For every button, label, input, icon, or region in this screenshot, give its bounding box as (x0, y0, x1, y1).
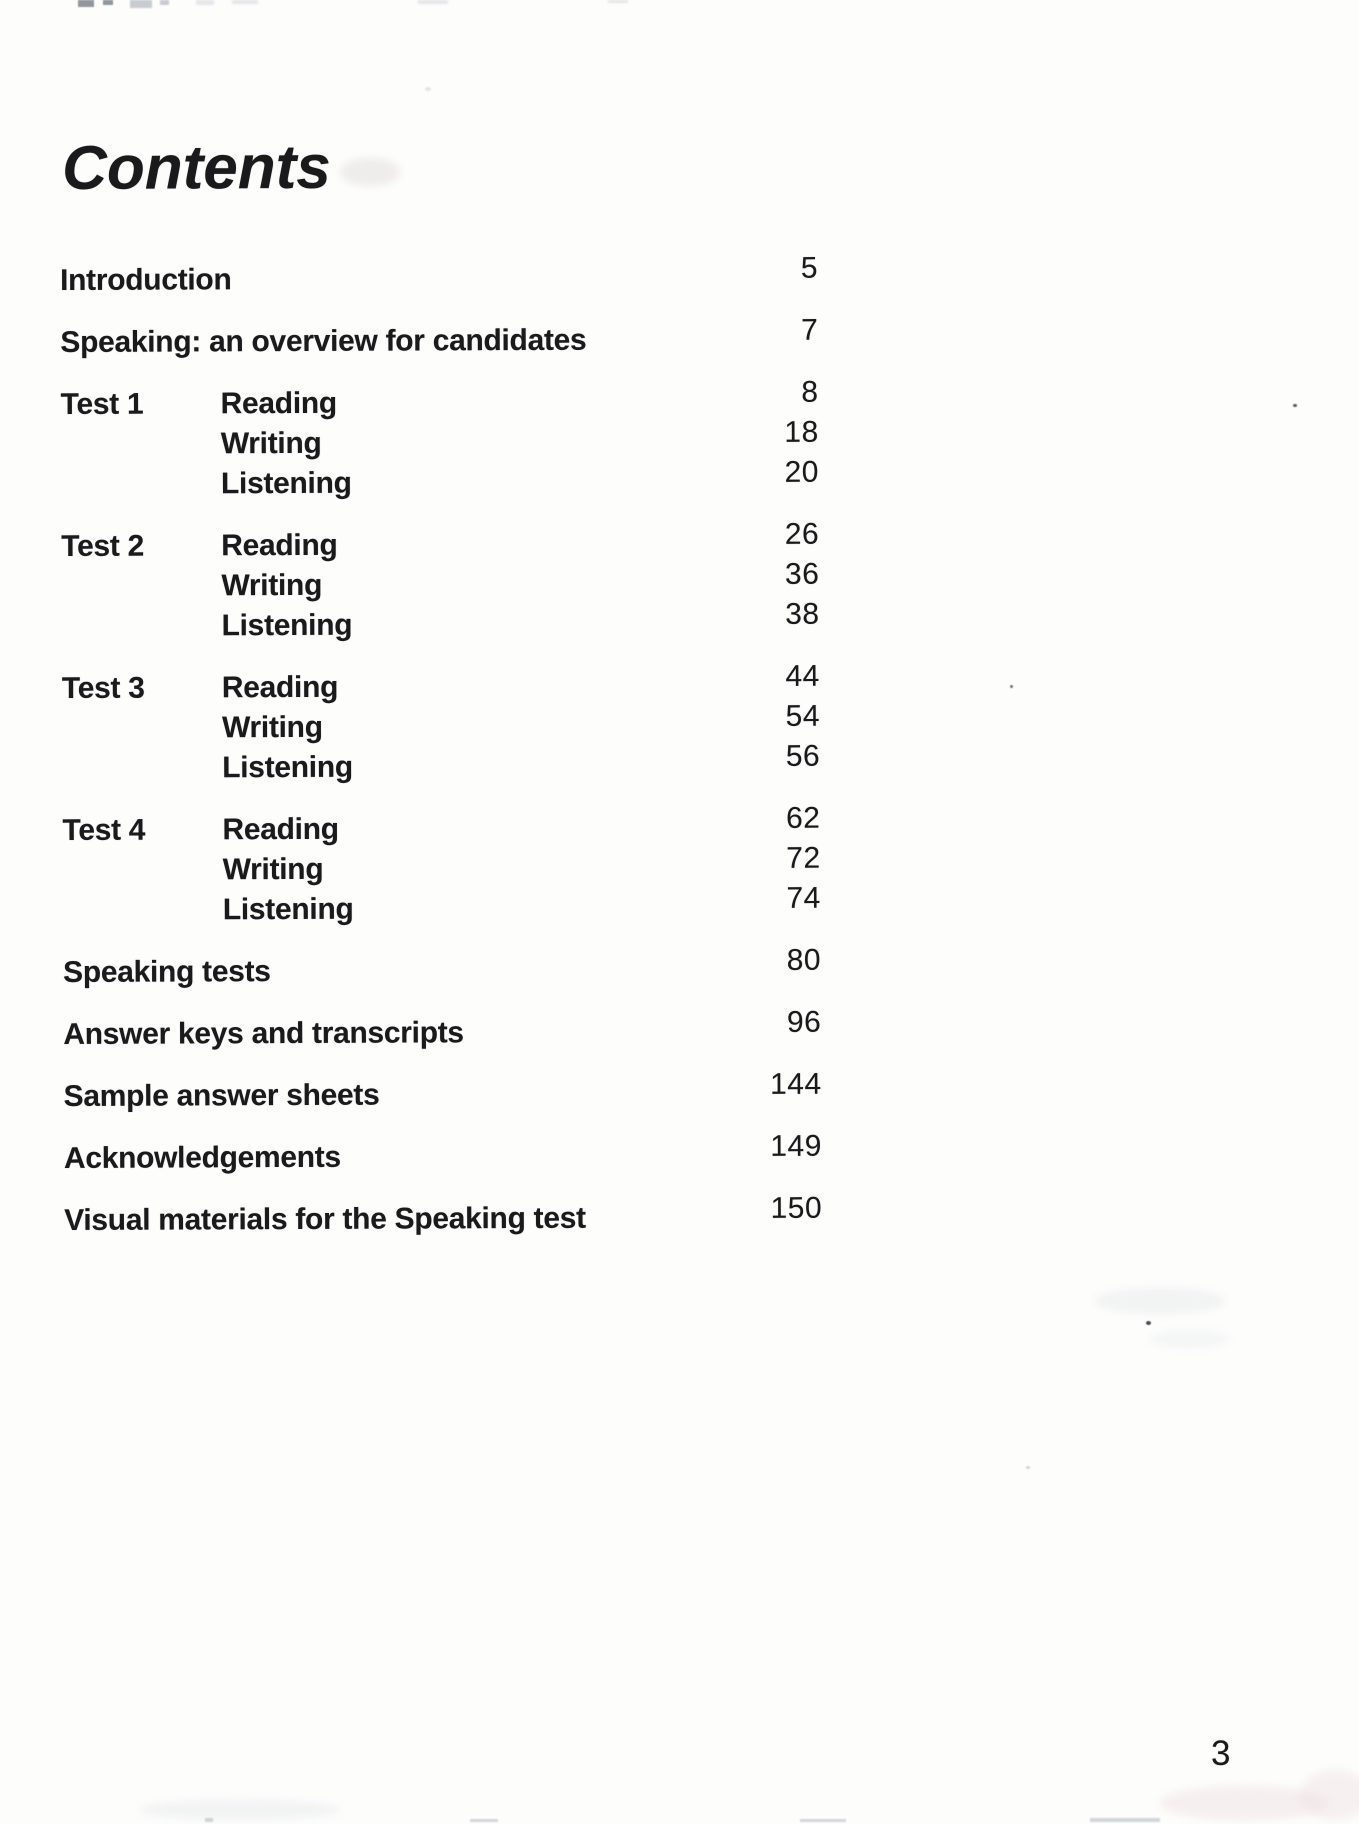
scan-artifact-top-edge (232, 0, 258, 4)
toc-row (60, 251, 819, 299)
scan-speck (1293, 404, 1297, 407)
scan-smudge (1150, 1330, 1230, 1348)
toc-row (62, 699, 821, 747)
toc-entry-page-number: 56 (785, 739, 821, 773)
scan-speck (205, 1818, 213, 1822)
toc-entry-page-number: 144 (769, 1067, 822, 1101)
toc-entry-page-number: 20 (784, 455, 819, 489)
scan-speck (1026, 1466, 1030, 1469)
toc-entry-sublabel: Writing (221, 710, 323, 745)
toc-entry-page-number: 26 (784, 517, 820, 551)
scan-speck (425, 87, 431, 91)
toc-row (63, 881, 821, 929)
scan-smudge (340, 158, 400, 186)
scan-artifact-top-edge (160, 0, 169, 5)
scan-artifact-top-edge (418, 0, 448, 4)
toc-entry-label: Test 4 (62, 813, 146, 847)
toc-entry-page-number: 5 (800, 251, 819, 285)
toc-entry-sublabel: Writing (221, 568, 323, 603)
toc-row (61, 557, 820, 605)
scan-speck (800, 1819, 846, 1822)
scan-artifact-top-edge (196, 0, 214, 5)
toc-row (61, 517, 820, 565)
toc-row (62, 801, 821, 849)
toc-entry-page-number: 36 (784, 557, 820, 591)
toc-row (60, 313, 819, 361)
toc-row (63, 1067, 822, 1115)
toc-entry-sublabel: Reading (222, 812, 339, 847)
table-of-contents (60, 251, 823, 1239)
scan-speck (1146, 1321, 1151, 1325)
toc-entry-page-number: 149 (770, 1129, 822, 1163)
toc-entry-sublabel: Writing (220, 426, 322, 461)
toc-entry-label: Speaking: an overview for candidates (60, 323, 587, 359)
toc-entry-sublabel: Listening (220, 466, 352, 501)
toc-entry-sublabel: Listening (222, 892, 354, 927)
scan-smudge (1095, 1288, 1225, 1314)
toc-row (61, 659, 820, 707)
toc-entry-label: Answer keys and transcripts (63, 1016, 464, 1051)
scan-speck (1010, 685, 1013, 688)
scan-smudge (1300, 1770, 1359, 1820)
toc-entry-page-number: 7 (801, 313, 819, 347)
toc-entry-label: Speaking tests (63, 955, 271, 989)
toc-row (63, 1005, 822, 1053)
toc-row (63, 1129, 822, 1177)
page-title: Contents (61, 132, 331, 203)
scan-smudge (1160, 1786, 1330, 1820)
toc-entry-sublabel: Reading (221, 670, 339, 705)
toc-entry-sublabel: Listening (222, 750, 353, 785)
toc-row (62, 739, 821, 787)
toc-entry-page-number: 80 (786, 943, 822, 977)
toc-entry-sublabel: Reading (220, 386, 337, 421)
toc-entry-sublabel: Listening (221, 608, 353, 643)
scan-artifact-top-edge (130, 0, 152, 8)
footer-page-number: 3 (1211, 1734, 1231, 1773)
toc-row (61, 415, 819, 463)
scan-smudge (140, 1800, 340, 1820)
toc-entry-page-number: 18 (784, 415, 819, 449)
toc-entry-label: Acknowledgements (63, 1140, 341, 1175)
toc-entry-page-number: 44 (785, 659, 820, 693)
toc-entry-label: Visual materials for the Speaking test (64, 1201, 586, 1237)
toc-entry-page-number: 72 (786, 841, 821, 875)
toc-row (62, 597, 820, 645)
scan-artifact-top-edge (608, 0, 628, 3)
toc-entry-sublabel: Writing (222, 852, 324, 887)
toc-entry-page-number: 38 (785, 597, 820, 631)
scan-speck (1090, 1818, 1160, 1822)
toc-row (63, 943, 822, 991)
toc-entry-page-number: 62 (785, 801, 821, 835)
toc-entry-page-number: 8 (801, 375, 819, 409)
scan-artifact-top-edge (103, 0, 113, 5)
toc-entry-label: Sample answer sheets (63, 1078, 380, 1113)
toc-entry-label: Test 3 (61, 671, 145, 705)
toc-row (60, 375, 819, 423)
toc-entry-label: Test 2 (61, 529, 144, 563)
toc-row (61, 455, 819, 503)
toc-entry-page-number: 96 (786, 1005, 822, 1039)
toc-entry-sublabel: Reading (221, 528, 338, 563)
scan-speck (470, 1819, 498, 1822)
toc-row (63, 841, 821, 889)
toc-entry-page-number: 74 (786, 881, 821, 915)
toc-entry-page-number: 54 (785, 699, 821, 733)
scan-artifact-top-edge (78, 0, 94, 7)
toc-entry-label: Test 1 (60, 387, 144, 421)
toc-entry-page-number: 150 (770, 1191, 823, 1225)
toc-row (64, 1191, 823, 1239)
toc-entry-label: Introduction (60, 263, 232, 297)
